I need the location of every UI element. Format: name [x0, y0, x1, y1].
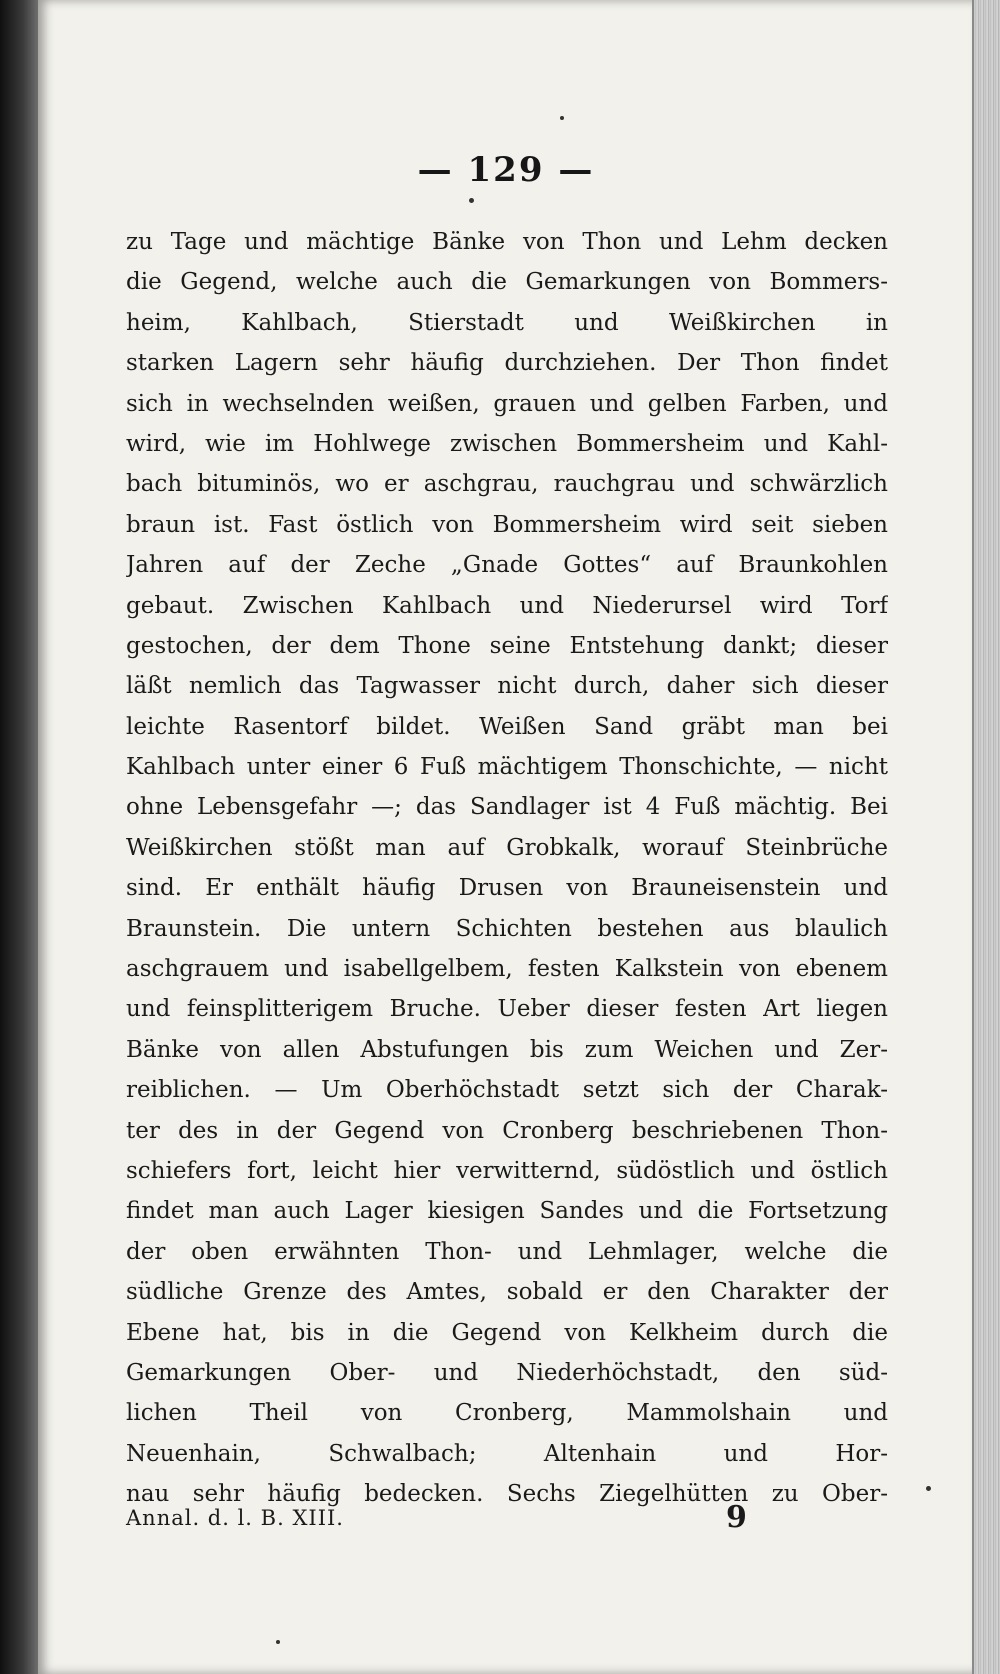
text-line: lichen Theil von Cronberg, Mammolshain und	[126, 1400, 888, 1427]
text-line: sind. Er enthält häufig Drusen von Brauneisenstein und	[126, 875, 888, 902]
text-line: ohne Lebensgefahr —; das Sandlager ist 4 Fuß mächtig. Bei	[126, 794, 888, 821]
text-line: Neuenhain, Schwalbach; Altenhain und Hor-	[126, 1440, 888, 1467]
text-line: Weißkirchen stößt man auf Grobkalk, worauf Steinbrüche	[126, 834, 888, 861]
text-line: bach bituminös, wo er aschgrau, rauchgrau und schwärzlich	[126, 471, 888, 498]
text-line: schiefers fort, leicht hier verwitternd, südöstlich und östlich	[126, 1157, 888, 1184]
text-line: Bänke von allen Abstufungen bis zum Weichen und Zer-	[126, 1036, 888, 1063]
text-line: Kahlbach unter einer 6 Fuß mächtigem Thonschichte, — nicht	[126, 754, 888, 781]
text-line: die Gegend, welche auch die Gemarkungen von Bommers-	[126, 269, 888, 296]
book-gutter-shadow	[0, 0, 38, 1674]
text-line: ter des in der Gegend von Cronberg beschriebenen Thon-	[126, 1117, 888, 1144]
ink-speck	[276, 1640, 280, 1644]
text-line: läßt nemlich das Tagwasser nicht durch, daher sich dieser	[126, 673, 888, 700]
text-line: aschgrauem und isabellgelbem, festen Kalkstein von ebenem	[126, 956, 888, 983]
text-line: zu Tage und mächtige Bänke von Thon und Lehm decken	[126, 229, 888, 255]
text-line: und feinsplitterigem Bruche. Ueber dieser festen Art liegen	[126, 996, 888, 1023]
text-line: gebaut. Zwischen Kahlbach und Niederursel wird Torf	[126, 592, 888, 619]
text-line: Gemarkungen Ober- und Niederhöchstadt, den süd-	[126, 1359, 888, 1386]
text-line: leichte Rasentorf bildet. Weißen Sand gräbt man bei	[126, 713, 888, 740]
page-sheet	[38, 0, 974, 1674]
text-line: starken Lagern sehr häufig durchziehen. Der Thon findet	[126, 350, 888, 377]
page-edges-stack	[972, 0, 1000, 1674]
text-line: wird, wie im Hohlwege zwischen Bommersheim und Kahl-	[126, 430, 888, 457]
text-line: Ebene hat, bis in die Gegend von Kelkheim durch die	[126, 1319, 888, 1346]
body-text	[126, 222, 888, 1515]
signature-mark: Annal. d. l. B. XIII.	[126, 1506, 344, 1530]
text-line: Braunstein. Die untern Schichten bestehen aus blaulich	[126, 915, 888, 942]
text-line: findet man auch Lager kiesigen Sandes und die Fortsetzung	[126, 1198, 888, 1225]
page-footer	[126, 1500, 888, 1535]
text-line: reiblichen. — Um Oberhöchstadt setzt sich der Charak-	[126, 1077, 888, 1104]
text-line: Jahren auf der Zeche „Gnade Gottes“ auf Braunkohlen	[126, 552, 888, 579]
ink-speck	[469, 198, 474, 203]
text-line: gestochen, der dem Thone seine Entstehung dankt; dieser	[126, 632, 888, 659]
text-line: heim, Kahlbach, Stierstadt und Weißkirchen in	[126, 309, 888, 336]
ink-speck	[560, 116, 564, 120]
page-number-header: — 129 —	[417, 150, 595, 190]
signature-number: 9	[726, 1500, 747, 1535]
text-line: braun ist. Fast östlich von Bommersheim wird seit sieben	[126, 511, 888, 538]
text-line: der oben erwähnten Thon- und Lehmlager, welche die	[126, 1238, 888, 1265]
ink-speck	[926, 1486, 931, 1491]
text-line: südliche Grenze des Amtes, sobald er den Charakter der	[126, 1279, 888, 1306]
text-line: nau sehr häufig bedecken. Sechs Ziegelhütten zu Ober-	[126, 1481, 888, 1508]
text-line: sich in wechselnden weißen, grauen und gelben Farben, und	[126, 390, 888, 417]
